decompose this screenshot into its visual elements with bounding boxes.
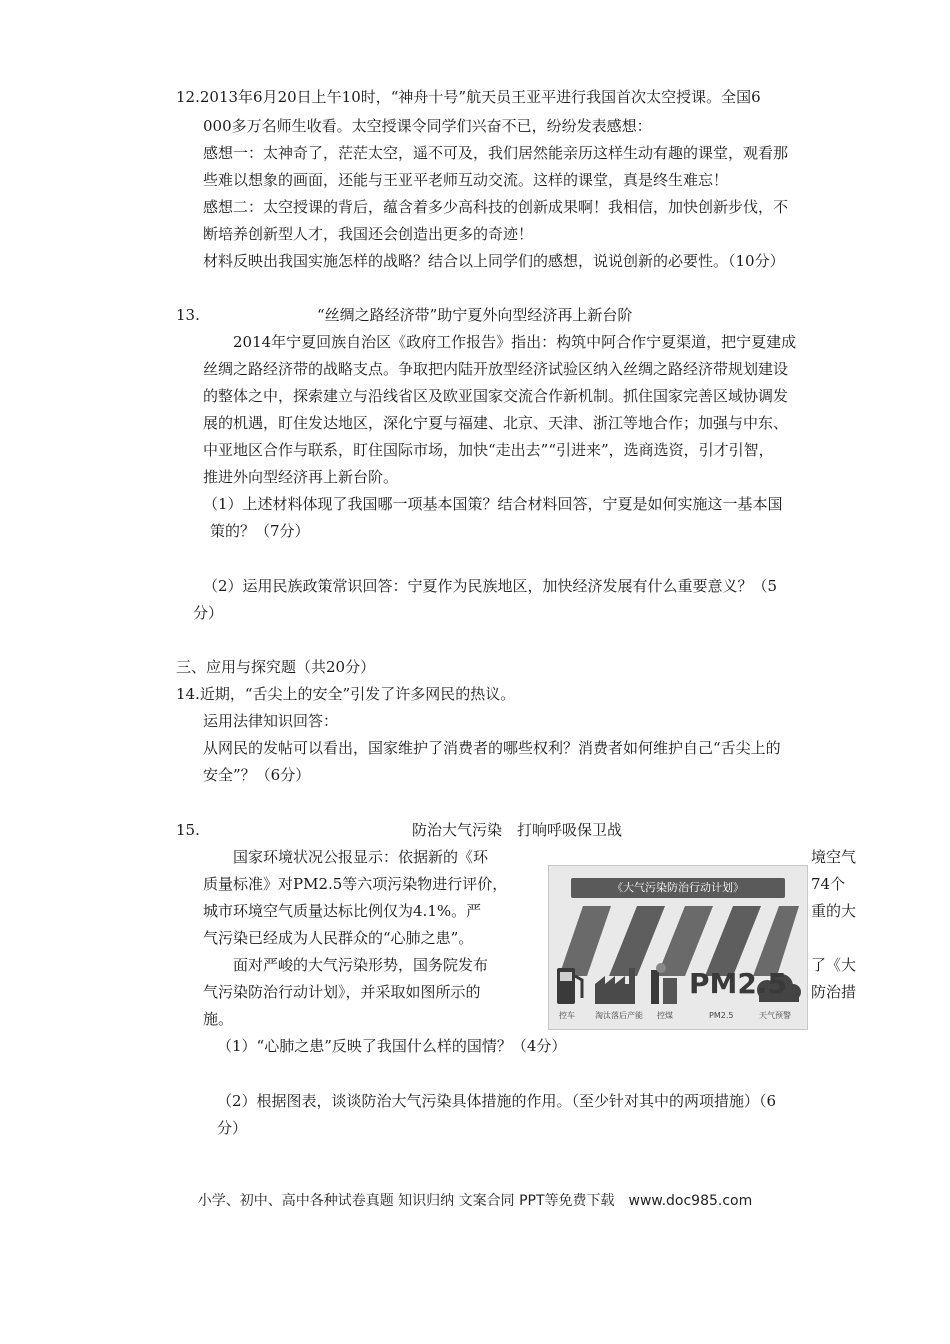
q15-sub2-line: （2）根据图表，谈谈防治大气污染具体措施的作用。（至少针对其中的两项措施）（6 <box>217 1092 777 1110</box>
q13-line: 丝绸之路经济带的战略支点。争取把内陆开放型经济试验区纳入丝绸之路经济带规划建设 <box>203 360 789 378</box>
q14-line: 从网民的发帖可以看出，国家维护了消费者的哪些权利？消费者如何维护自己“舌尖上的 <box>203 739 781 757</box>
q14-line: 安全”？（6分） <box>203 766 311 784</box>
power-plant-icon <box>651 963 677 1004</box>
q15-left-line: 施。 <box>203 1010 234 1028</box>
figure-label: 淘汰落后产能 <box>595 1011 643 1020</box>
q15-sub2-line: 分） <box>217 1119 248 1137</box>
figure-title: 《大气污染防治行动计划》 <box>571 878 785 898</box>
q13-line: 中亚地区合作与联系，盯住国际市场，加快“走出去”“引进来”，选商选资，引才引智， <box>203 441 774 459</box>
q15-left-line: 面对严峻的大气污染形势，国务院发布 <box>233 956 489 974</box>
q13-sub2-line: 分） <box>193 604 224 622</box>
q15-right-line: 重的大 <box>811 902 857 920</box>
q13-line: 的整体之中，探索建立与沿线省区及欧亚国家交流合作新机制。抓住国家完善区域协调发 <box>203 387 789 405</box>
factory-icon <box>595 968 635 1004</box>
q15-left-line: 气污染防治行动计划》，并采取如图所示的 <box>203 983 481 1001</box>
q15-left-line: 城市环境空气质量达标比例仅为4.1%。严 <box>203 902 482 920</box>
q13-sub1-line: （1）上述材料体现了我国哪一项基本国策？结合材料回答，宁夏是如何实施这一基本国 <box>203 495 783 513</box>
q12-line: 材料反映出我国实施怎样的战略？结合以上同学们的感想，说说创新的必要性。（10分） <box>203 252 785 270</box>
q12-line: 感想二：太空授课的背后，蕴含着多少高科技的创新成果啊！我相信，加快创新步伐，不 <box>203 198 789 216</box>
q15-number: 15. <box>176 821 200 839</box>
pm25-label: PM2.5 <box>689 967 787 1000</box>
page-footer: 小学、初中、高中各种试卷真题 知识归纳 文案合同 PPT等免费下载 www.doc985.com <box>197 1193 753 1209</box>
q15-sub1-line: （1）“心肺之患”反映了我国什么样的国情？（4分） <box>217 1037 567 1055</box>
q14-line: 14.近期，“舌尖上的安全”引发了许多网民的热议。 <box>176 685 516 703</box>
figure-labels <box>549 1008 807 1024</box>
q15-title: 防治大气污染 打响呼吸保卫战 <box>412 821 623 839</box>
figure-label: 控煤 <box>657 1011 673 1020</box>
figure-label: 控车 <box>559 1011 575 1020</box>
q12-line: 感想一：太神奇了，茫茫太空，遥不可及，我们居然能亲历这样生动有趣的课堂，观看那 <box>203 144 789 162</box>
q12-line: 000多万名师生收看。太空授课令同学们兴奋不已，纷纷发表感想： <box>203 117 652 135</box>
q15-right-line: 了《大 <box>811 956 857 974</box>
q13-sub2-line: （2）运用民族政策常识回答：宁夏作为民族地区，加快经济发展有什么重要意义？（5 <box>203 577 778 595</box>
figure-label: 天气预警 <box>759 1011 791 1020</box>
q14-line: 运用法律知识回答： <box>203 712 339 730</box>
air-pollution-plan-figure <box>548 865 808 1030</box>
q12-line: 断培养创新型人才，我国还会创造出更多的奇迹！ <box>203 225 534 243</box>
q12-line: 12.2013年6月20日上午10时，“神舟十号”航天员王亚平进行我国首次太空授课。全国6 <box>176 88 761 106</box>
q12-line: 些难以想象的画面，还能与王亚平老师互动交流。这样的课堂，真是终生难忘！ <box>203 171 729 189</box>
q13-number: 13. <box>176 306 200 324</box>
q13-line: 展的机遇，盯住发达地区，深化宁夏与福建、北京、天津、浙江等地合作；加强与中东、 <box>203 414 789 432</box>
q15-right-line: 74个 <box>811 875 846 893</box>
q13-title: “丝绸之路经济带”助宁夏外向型经济再上新台阶 <box>317 306 633 324</box>
section-heading: 三、应用与探究题（共20分） <box>176 658 376 676</box>
q15-left-line: 气污染已经成为人民群众的“心肺之患”。 <box>203 929 474 947</box>
q15-right-line: 防治措 <box>811 983 857 1001</box>
q15-left-line: 国家环境状况公报显示：依据新的《环 <box>233 848 489 866</box>
q15-right-line: 境空气 <box>811 848 857 866</box>
fuel-pump-icon <box>557 968 582 1004</box>
figure-label: PM2.5 <box>709 1011 734 1020</box>
q13-line: 2014年宁夏回族自治区《政府工作报告》指出：构筑中阿合作宁夏渠道，把宁夏建成 <box>233 333 797 351</box>
q13-line: 推进外向型经济再上新台阶。 <box>203 468 399 486</box>
q13-sub1-line: 策的？（7分） <box>210 522 310 540</box>
q15-left-line: 质量标准》对PM2.5等六项污染物进行评价， <box>203 875 508 893</box>
